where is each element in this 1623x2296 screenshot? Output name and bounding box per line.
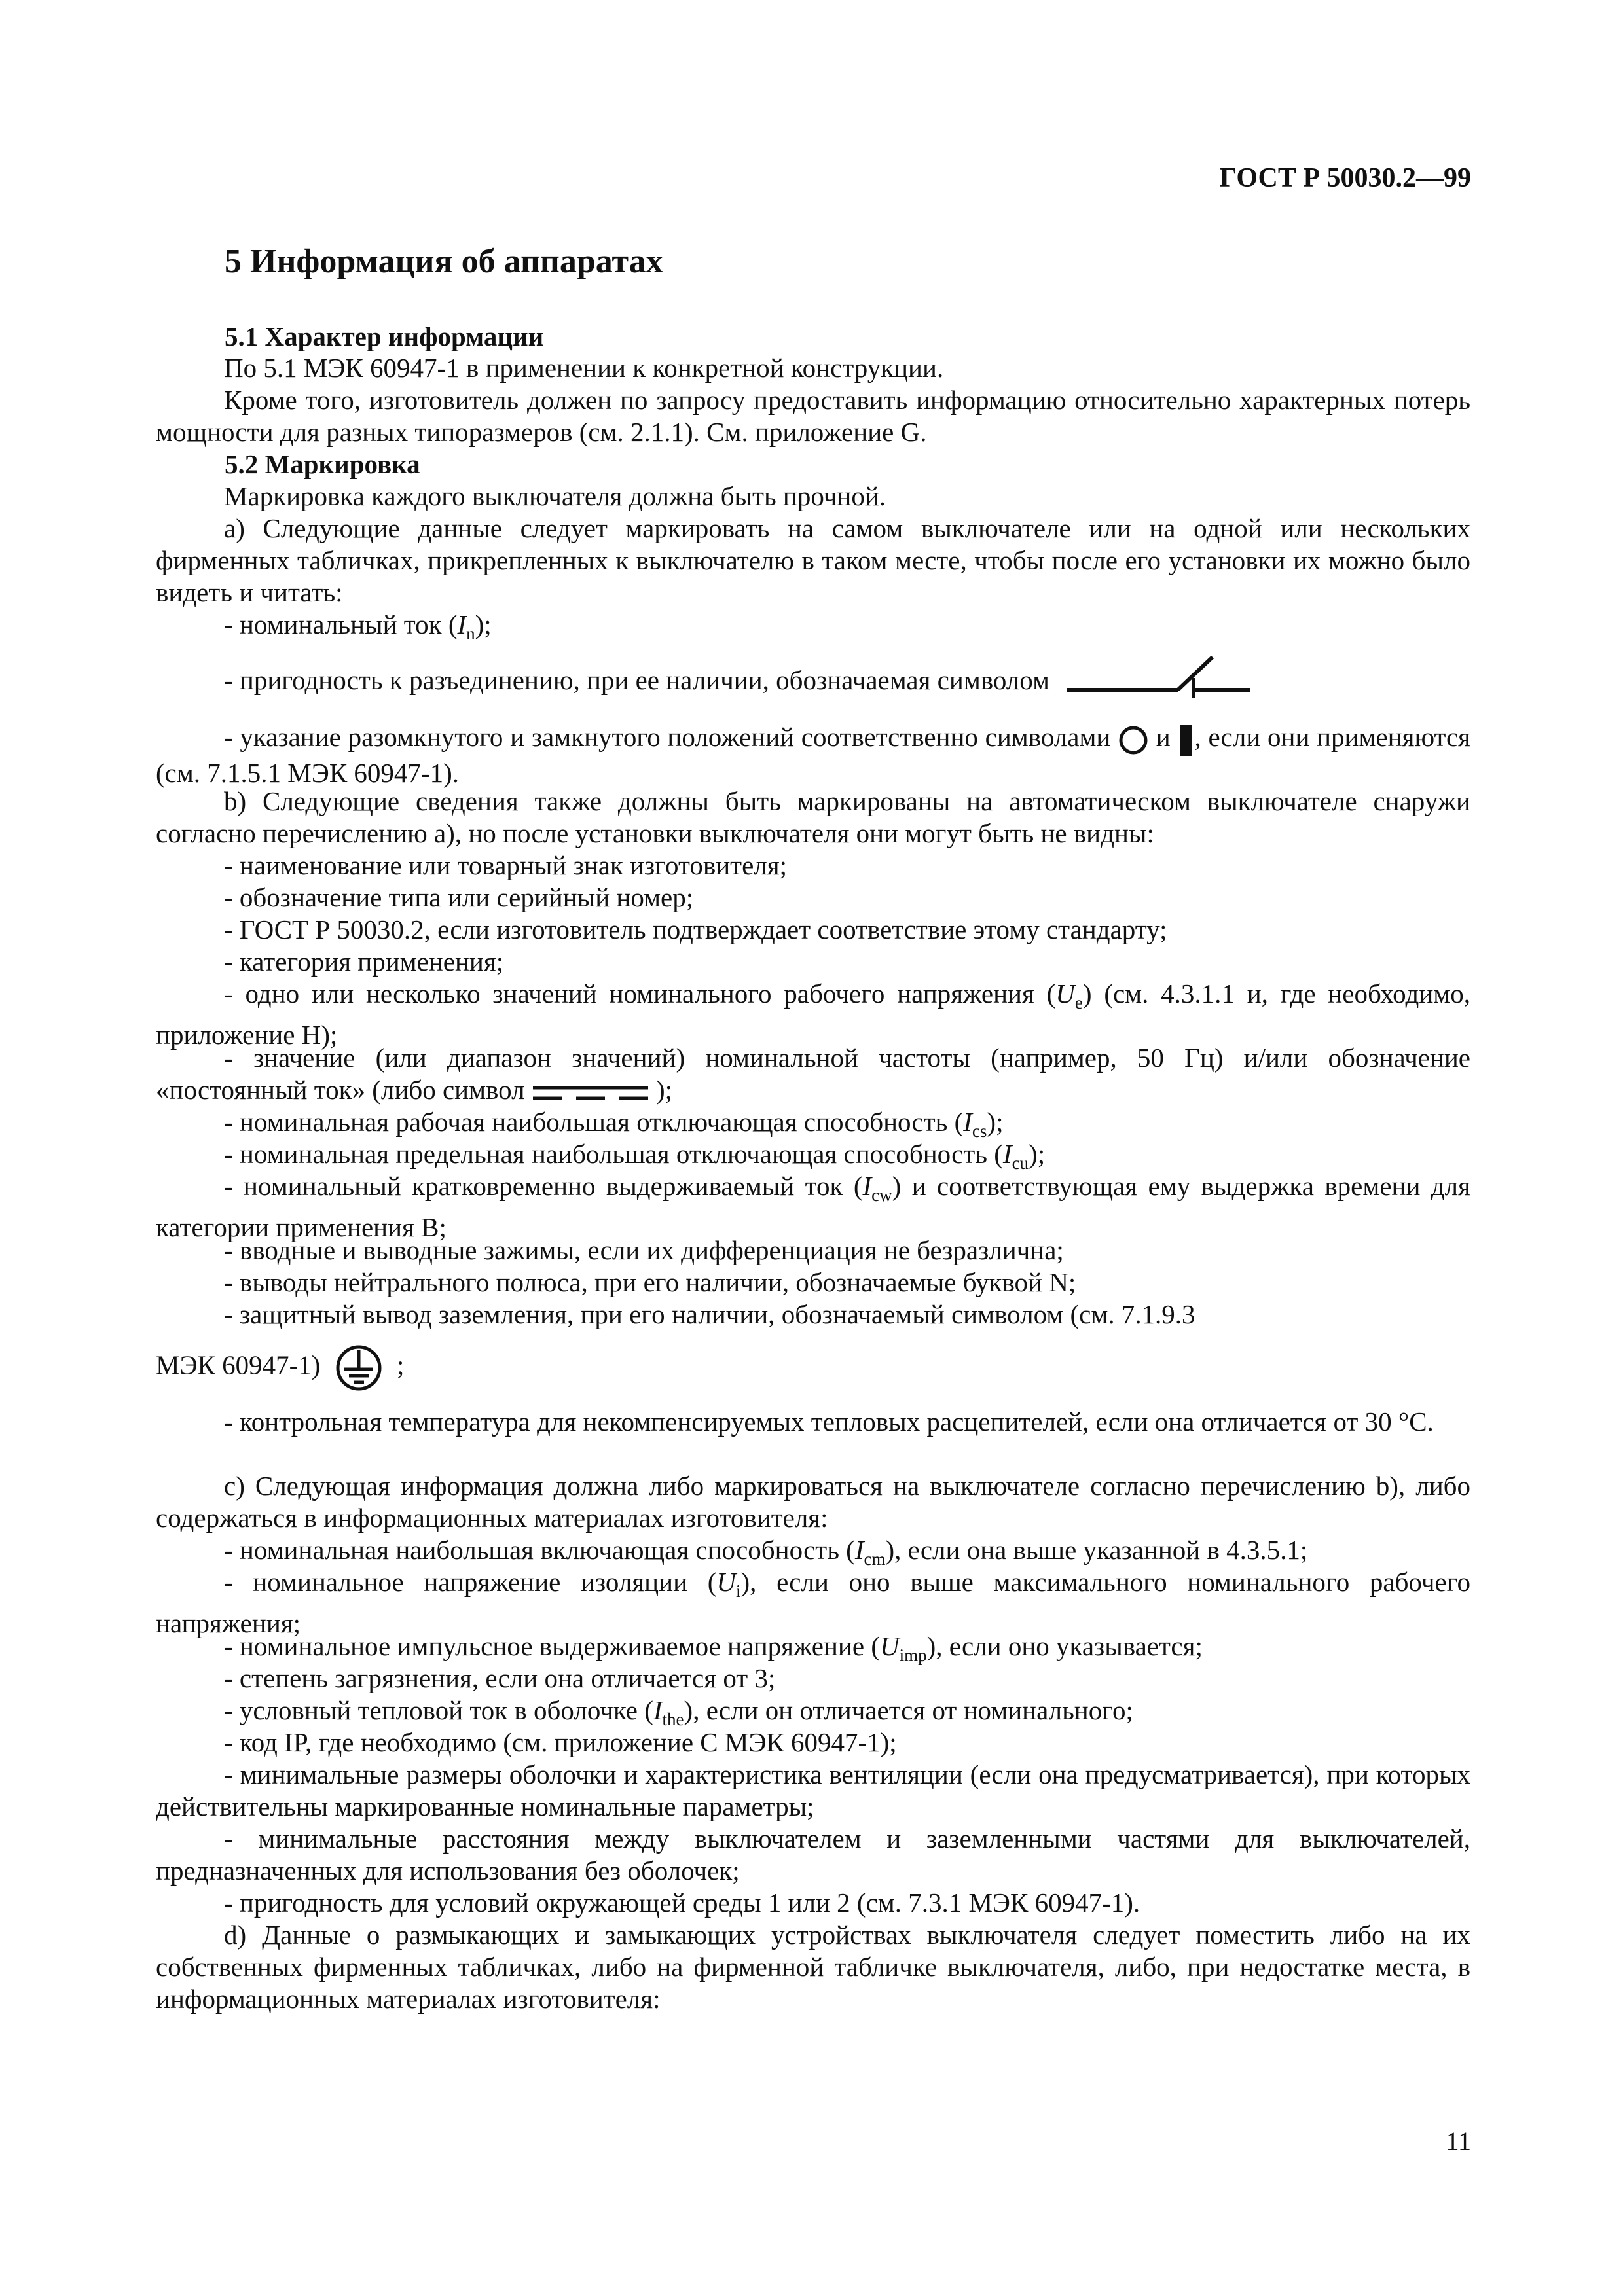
text: ), если он отличается от номинального; [684, 1695, 1133, 1725]
subscript: i [735, 1581, 741, 1601]
text: - указание разомкнутого и замкнутого положений соответственно символами [224, 722, 1111, 752]
section-title: 5 Информация об аппаратах [225, 243, 663, 280]
text: ) (см. 4.3.1.1 и, где необходимо, приложение H); [156, 978, 1471, 1050]
text: , если они применяются (см. 7.1.5.1 МЭК 60947-1). [156, 722, 1471, 788]
direct-current-symbol-icon [532, 1082, 649, 1104]
list-item: - минимальные расстояния между выключателем и заземленными частями для выключателей, предназначенных для использования без оболочек; [156, 1823, 1470, 1886]
symbol-var: I [963, 1107, 972, 1137]
text: ), если оно выше максимального номинального рабочего напряжения; [156, 1567, 1470, 1638]
document-header: ГОСТ Р 50030.2—99 [1219, 163, 1471, 193]
symbol-var: I [1002, 1139, 1012, 1169]
list-item: - защитный вывод заземления, при его наличии, обозначаемый символом (см. 7.1.9.3 [224, 1299, 1195, 1329]
text: - номинальный ток ( [224, 609, 458, 639]
text: МЭК 60947-1) [156, 1350, 321, 1380]
paragraph: Кроме того, изготовитель должен по запросу предоставить информацию относительно характерных потерь мощности для разных типоразмеров (см. 2.1.1). См. приложение G. [156, 385, 1470, 447]
symbol-var: U [1055, 978, 1075, 1009]
list-item [156, 978, 1470, 1051]
protective-earth-icon [331, 1344, 386, 1391]
text: ) и соответствующая ему выдержка времени для категории применения B; [156, 1171, 1470, 1242]
text: - номинальная рабочая наибольшая отключающая способность ( [224, 1107, 964, 1137]
list-item [156, 1042, 1470, 1106]
text: - номинальное импульсное выдерживаемое напряжение ( [224, 1631, 880, 1661]
list-item [156, 609, 1470, 650]
list-item [156, 1566, 1470, 1640]
list-item [156, 1170, 1470, 1244]
paragraph: По 5.1 МЭК 60947-1 в применении к конкретной конструкции. [224, 353, 944, 383]
subscript: imp [899, 1645, 927, 1665]
text: - условный тепловой ток в оболочке ( [224, 1695, 653, 1725]
text: - номинальный кратковременно выдерживаемый ток ( [224, 1171, 863, 1201]
symbol-var: U [879, 1631, 900, 1661]
text: и [1156, 722, 1171, 752]
subscript: cs [972, 1121, 987, 1141]
text: - значение (или диапазон значений) номинальной частоты (например, 50 Гц) и/или обозначение «постоянный ток» (либо символ [156, 1043, 1470, 1105]
subsection-heading-5-1: 5.1 Характер информации [225, 321, 544, 351]
paragraph: a) Следующие данные следует маркировать на самом выключателе или на одной или нескольких фирменных табличках, прикрепленных к выключателю в таком месте, чтобы после его установки их можно было видеть и читать: [156, 513, 1470, 607]
symbol-var: I [457, 609, 467, 639]
text: ); [1029, 1139, 1046, 1169]
text: - номинальная предельная наибольшая отключающая способность ( [224, 1139, 1003, 1169]
list-item: - вводные и выводные зажимы, если их дифференциация не безразлична; [224, 1235, 1064, 1265]
text: ); [475, 609, 492, 639]
symbol-var: I [854, 1535, 864, 1565]
subscript: cw [871, 1185, 892, 1205]
text: ); [656, 1075, 673, 1105]
text: ), если оно указывается; [926, 1631, 1203, 1661]
text: - пригодность к разъединению, при ее наличии, обозначаемая символом [224, 665, 1049, 695]
list-item: - наименование или товарный знак изготовителя; [224, 850, 787, 880]
list-item: - пригодность для условий окружающей среды 1 или 2 (см. 7.3.1 МЭК 60947-1). [224, 1888, 1140, 1918]
symbol-var: U [716, 1567, 736, 1597]
symbol-var: I [653, 1695, 663, 1725]
open-position-icon [1118, 725, 1149, 756]
list-item: - контрольная температура для некомпенсируемых тепловых расцепителей, если она отличается от 30 °С. [224, 1407, 1434, 1437]
list-item: - минимальные размеры оболочки и характеристика вентиляции (если она предусматривается), при которых действительны маркированные номинальные параметры; [156, 1759, 1470, 1821]
list-item-continuation [156, 1344, 1470, 1391]
text: - номинальная наибольшая включающая способность ( [224, 1535, 855, 1565]
list-item: - код IP, где необходимо (см. приложение С МЭК 60947-1); [224, 1727, 897, 1757]
list-item: - степень загрязнения, если она отличается от 3; [224, 1663, 776, 1693]
text: - номинальное напряжение изоляции ( [224, 1567, 717, 1597]
closed-position-icon [1177, 723, 1194, 757]
symbol-var: I [862, 1171, 872, 1201]
subsection-heading-5-2: 5.2 Маркировка [225, 449, 420, 479]
subscript: cm [864, 1549, 886, 1569]
list-item: - выводы нейтрального полюса, при его наличии, обозначаемые буквой N; [224, 1267, 1076, 1297]
text: ; [396, 1350, 405, 1380]
subscript: the [662, 1710, 684, 1729]
paragraph: d) Данные о размыкающих и замыкающих устройствах выключателя следует поместить либо на их собственных фирменных табличках, либо на фирменной табличке выключателя, либо, при недостатке места, в информационных материалах изготовителя: [156, 1920, 1470, 2014]
isolation-symbol-icon [1065, 652, 1252, 698]
paragraph: b) Следующие сведения также должны быть маркированы на автоматическом выключателе снаружи согласно перечислению a), но после установки выключателя они могут быть не видны: [156, 786, 1470, 848]
page-number: 11 [1446, 2126, 1471, 2156]
text: - одно или несколько значений номинального рабочего напряжения ( [224, 978, 1056, 1009]
subscript: cu [1012, 1153, 1029, 1173]
text: ); [987, 1107, 1004, 1137]
list-item [156, 721, 1470, 789]
list-item: - категория применения; [224, 946, 504, 977]
subscript: n [466, 624, 475, 643]
list-item: - ГОСТ Р 50030.2, если изготовитель подтверждает соответствие этому стандарту; [224, 914, 1167, 944]
text: ), если она выше указанной в 4.3.5.1; [885, 1535, 1308, 1565]
list-item [156, 664, 1470, 698]
subscript: e [1074, 993, 1083, 1013]
paragraph: Маркировка каждого выключателя должна быть прочной. [224, 481, 886, 511]
paragraph: c) Следующая информация должна либо маркироваться на выключателе согласно перечислению b), либо содержаться в информационных материалах изготовителя: [156, 1471, 1470, 1533]
list-item: - обозначение типа или серийный номер; [224, 882, 694, 912]
